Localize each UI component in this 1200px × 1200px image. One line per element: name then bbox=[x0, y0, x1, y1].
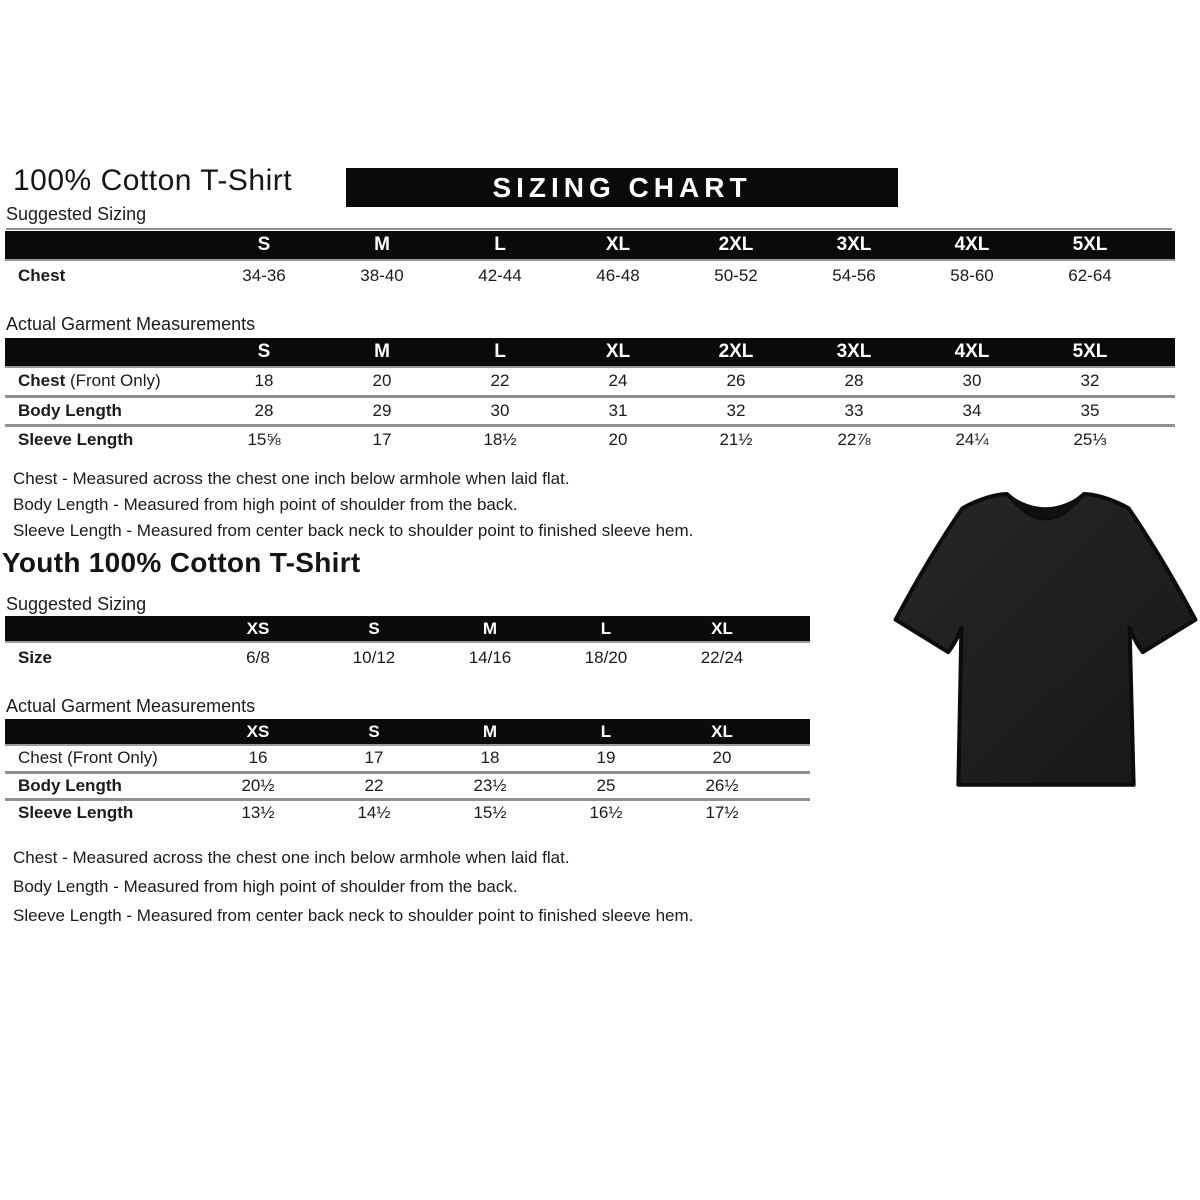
cell-value: 18½ bbox=[441, 425, 559, 454]
cell-value: 58-60 bbox=[950, 266, 994, 285]
cell-value: 24 bbox=[608, 371, 628, 391]
cell-value: 26½ bbox=[664, 772, 780, 799]
column-header: XL bbox=[559, 231, 677, 260]
cell-value: 54-56 bbox=[832, 266, 876, 285]
cell-value: 32 bbox=[677, 396, 795, 425]
header-spacer-cell bbox=[5, 719, 200, 745]
column-header: M bbox=[432, 616, 548, 642]
cell-value: 17 bbox=[323, 425, 441, 454]
cell-value: 18/20 bbox=[584, 648, 628, 667]
column-header: L bbox=[441, 338, 559, 367]
cell-value: 28 bbox=[844, 371, 864, 391]
column-header: L bbox=[548, 719, 664, 745]
cell-value: 29 bbox=[323, 396, 441, 425]
column-header: 2XL bbox=[677, 231, 795, 260]
cell-value: 18 bbox=[480, 748, 500, 768]
column-header: XL bbox=[559, 338, 677, 367]
sizing-table bbox=[5, 231, 1175, 291]
column-header: 2XL bbox=[677, 338, 795, 367]
youth-suggested-sizing-table bbox=[5, 616, 810, 673]
table-row bbox=[5, 642, 810, 673]
row-label: Chest (Front Only) bbox=[18, 748, 158, 768]
column-header: 3XL bbox=[795, 338, 913, 367]
cell-value: 15⅝ bbox=[205, 425, 323, 454]
table-row bbox=[5, 367, 1175, 396]
tshirt-body bbox=[896, 494, 1196, 785]
adult-actual-measurements-label: Actual Garment Measurements bbox=[6, 314, 256, 334]
cell-value: 22 bbox=[316, 772, 432, 799]
row-spacer-cell bbox=[780, 642, 810, 673]
row-label: Chest bbox=[18, 266, 66, 285]
page-title: 100% Cotton T-Shirt bbox=[13, 164, 293, 197]
header-spacer-cell bbox=[780, 616, 810, 642]
table-row bbox=[5, 425, 1175, 454]
header-spacer-cell bbox=[5, 338, 205, 367]
column-header: 4XL bbox=[913, 231, 1031, 260]
cell-value: 38-40 bbox=[360, 266, 404, 285]
column-header: XL bbox=[664, 719, 780, 745]
sizing-table bbox=[5, 719, 810, 826]
cell-value: 35 bbox=[1031, 396, 1149, 425]
cell-value: 18 bbox=[254, 371, 274, 391]
cell-value: 20 bbox=[712, 748, 732, 768]
cell-value: 14/16 bbox=[468, 648, 512, 667]
cell-value: 50-52 bbox=[714, 266, 758, 285]
black-tshirt-image bbox=[893, 488, 1198, 802]
column-header: 4XL bbox=[913, 338, 1031, 367]
cell-value: 17 bbox=[364, 748, 384, 768]
column-header: L bbox=[548, 616, 664, 642]
column-header: XS bbox=[200, 719, 316, 745]
cell-value: 21½ bbox=[677, 425, 795, 454]
row-label: Body Length bbox=[5, 396, 205, 425]
cell-value: 34-36 bbox=[242, 266, 286, 285]
table-row bbox=[5, 396, 1175, 425]
cell-value: 19 bbox=[596, 748, 616, 768]
row-label: Sleeve Length bbox=[5, 425, 205, 454]
tshirt-graphic bbox=[893, 488, 1198, 802]
column-header: S bbox=[316, 719, 432, 745]
cell-value: 31 bbox=[559, 396, 677, 425]
sizing-table bbox=[5, 338, 1175, 454]
row-label: Body Length bbox=[5, 772, 200, 799]
sizing-table bbox=[5, 616, 810, 673]
adult-actual-measurements-table bbox=[5, 338, 1175, 454]
cell-value: 62-64 bbox=[1068, 266, 1112, 285]
table-row bbox=[5, 799, 810, 826]
cell-value: 6/8 bbox=[246, 648, 270, 667]
row-label: Sleeve Length bbox=[5, 799, 200, 826]
cell-value: 25 bbox=[548, 772, 664, 799]
table-header-row bbox=[5, 338, 1175, 367]
column-header: 3XL bbox=[795, 231, 913, 260]
header-spacer-cell bbox=[1149, 338, 1175, 367]
cell-value: 22/24 bbox=[700, 648, 744, 667]
cell-value: 16 bbox=[248, 748, 268, 768]
cell-value: 20½ bbox=[200, 772, 316, 799]
youth-section-title: Youth 100% Cotton T-Shirt bbox=[2, 547, 361, 578]
row-spacer-cell bbox=[780, 799, 810, 826]
row-spacer-cell bbox=[780, 772, 810, 799]
cell-value: 46-48 bbox=[596, 266, 640, 285]
cell-value: 22⅞ bbox=[795, 425, 913, 454]
note-line: Chest - Measured across the chest one inch below armhole when laid flat. bbox=[13, 848, 570, 867]
column-header: M bbox=[323, 338, 441, 367]
note-line: Body Length - Measured from high point of shoulder from the back. bbox=[13, 877, 518, 896]
cell-value: 42-44 bbox=[478, 266, 522, 285]
youth-actual-measurements-table bbox=[5, 719, 810, 826]
column-header: S bbox=[205, 231, 323, 260]
header-spacer-cell bbox=[780, 719, 810, 745]
cell-value: 17½ bbox=[664, 799, 780, 826]
adult-suggested-sizing-label: Suggested Sizing bbox=[6, 204, 1172, 230]
table-header-row bbox=[5, 719, 810, 745]
row-label: Chest (Front Only) bbox=[18, 371, 161, 391]
header-spacer-cell bbox=[5, 616, 200, 642]
cell-value: 14½ bbox=[316, 799, 432, 826]
cell-value: 16½ bbox=[548, 799, 664, 826]
table-header-row bbox=[5, 616, 810, 642]
row-spacer-cell bbox=[1149, 396, 1175, 425]
table-row bbox=[5, 745, 810, 772]
column-header: M bbox=[432, 719, 548, 745]
column-header: M bbox=[323, 231, 441, 260]
column-header: XL bbox=[664, 616, 780, 642]
table-row bbox=[5, 260, 1175, 291]
column-header: XS bbox=[200, 616, 316, 642]
cell-value: 20 bbox=[559, 425, 677, 454]
table-row bbox=[5, 772, 810, 799]
column-header: 5XL bbox=[1031, 338, 1149, 367]
cell-value: 30 bbox=[441, 396, 559, 425]
note-line: Sleeve Length - Measured from center back neck to shoulder point to finished sleeve hem. bbox=[13, 906, 694, 925]
column-header: 5XL bbox=[1031, 231, 1149, 260]
note-line: Body Length - Measured from high point of shoulder from the back. bbox=[13, 495, 518, 514]
row-spacer-cell bbox=[1149, 367, 1175, 396]
cell-value: 34 bbox=[913, 396, 1031, 425]
adult-measurement-notes bbox=[13, 466, 693, 544]
cell-value: 23½ bbox=[432, 772, 548, 799]
cell-value: 25⅓ bbox=[1031, 425, 1149, 454]
note-line: Sleeve Length - Measured from center back neck to shoulder point to finished sleeve hem. bbox=[13, 521, 694, 540]
cell-value: 26 bbox=[726, 371, 746, 391]
cell-value: 13½ bbox=[200, 799, 316, 826]
header-spacer-cell bbox=[1149, 231, 1175, 260]
column-header: L bbox=[441, 231, 559, 260]
row-spacer-cell bbox=[780, 745, 810, 772]
youth-actual-measurements-label: Actual Garment Measurements bbox=[6, 696, 256, 716]
sizing-chart-banner-label: SIZING CHART bbox=[492, 171, 752, 203]
cell-value: 28 bbox=[205, 396, 323, 425]
adult-suggested-sizing-table bbox=[5, 231, 1175, 291]
cell-value: 24¼ bbox=[913, 425, 1031, 454]
note-line: Chest - Measured across the chest one inch below armhole when laid flat. bbox=[13, 469, 570, 488]
cell-value: 32 bbox=[1080, 371, 1100, 391]
cell-value: 22 bbox=[490, 371, 510, 391]
table-header-row bbox=[5, 231, 1175, 260]
sizing-chart-banner bbox=[346, 168, 898, 207]
row-label: Size bbox=[18, 648, 53, 667]
column-header: S bbox=[205, 338, 323, 367]
youth-suggested-sizing-label: Suggested Sizing bbox=[6, 594, 807, 620]
cell-value: 30 bbox=[962, 371, 982, 391]
cell-value: 10/12 bbox=[352, 648, 396, 667]
youth-measurement-notes bbox=[13, 843, 693, 930]
cell-value: 33 bbox=[795, 396, 913, 425]
row-spacer-cell bbox=[1149, 260, 1175, 291]
row-spacer-cell bbox=[1149, 425, 1175, 454]
header-spacer-cell bbox=[5, 231, 205, 260]
column-header: S bbox=[316, 616, 432, 642]
cell-value: 20 bbox=[372, 371, 392, 391]
cell-value: 15½ bbox=[432, 799, 548, 826]
